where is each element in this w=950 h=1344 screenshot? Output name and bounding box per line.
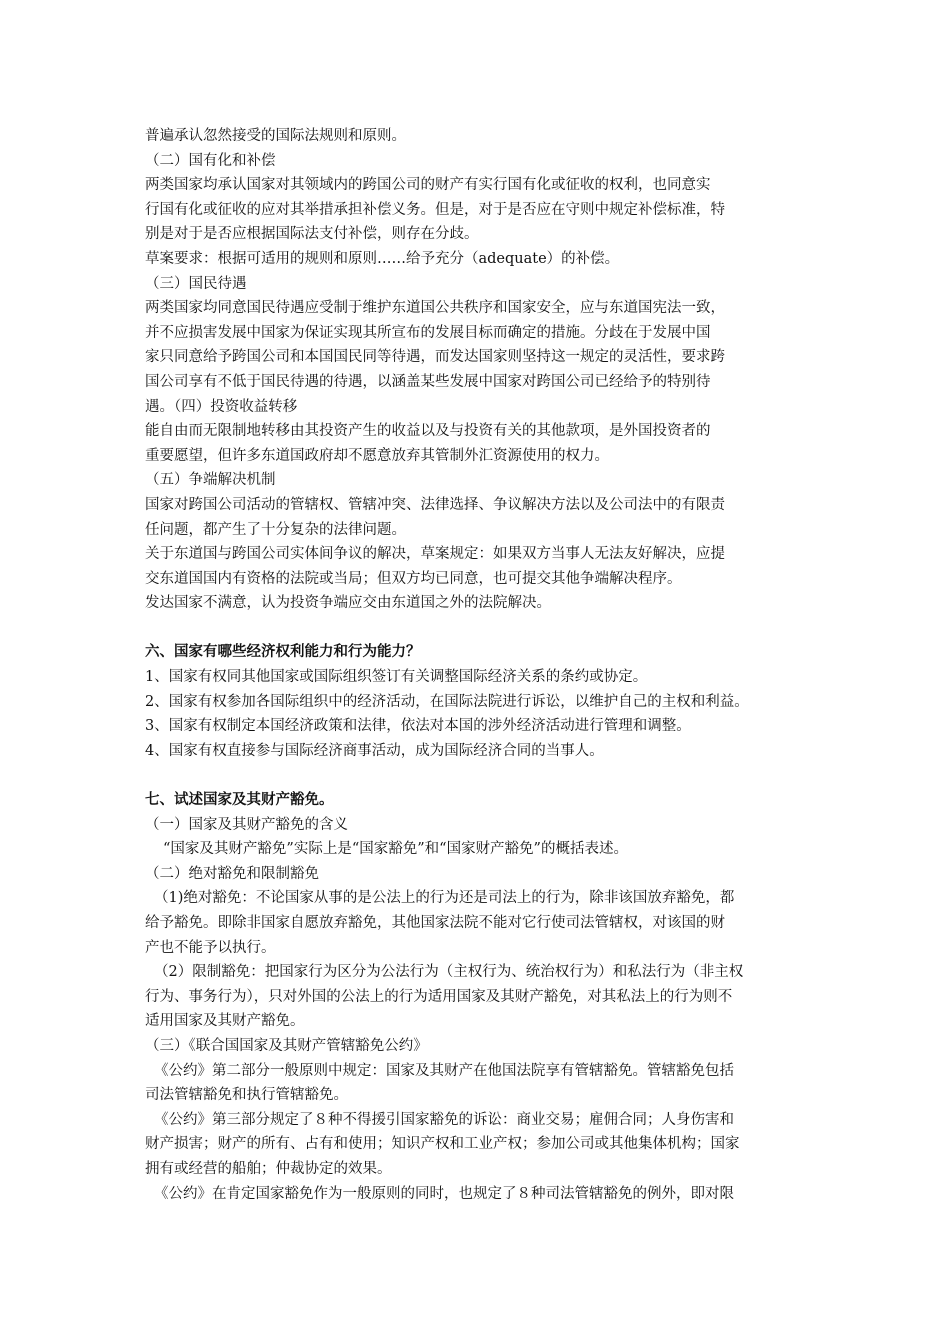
text-line: 发达国家不满意，认为投资争端应交由东道国之外的法院解决。: [145, 595, 551, 612]
text-line: 关于东道国与跨国公司实体间争议的解决，草案规定：如果双方当事人无法友好解决，应提: [145, 546, 725, 563]
text-line: （2）限制豁免：把国家行为区分为公法行为（主权行为、统治权行为）和私法行为（非主权: [154, 964, 744, 981]
text-line: （1)绝对豁免：不论国家从事的是公法上的行为还是司法上的行为，除非该国放弃豁免，都: [154, 890, 735, 907]
text-line: 给予豁免。即除非国家自愿放弃豁免，其他国家法院不能对它行使司法管辖权，对该国的财: [145, 915, 725, 931]
section-heading-7: 七、试述国家及其财产豁免。: [145, 791, 334, 809]
text-line: 并不应损害发展中国家为保证实现其所宣布的发展目标而确定的措施。分歧在于发展中国: [145, 324, 711, 341]
text-line: 能自由而无限制地转移由其投资产生的收益以及与投资有关的其他款项，是外国投资者的: [145, 423, 711, 440]
text-line: 《公约》第二部分一般原则中规定：国家及其财产在他国法院享有管辖豁免。管辖豁免包括: [154, 1062, 734, 1079]
subheading: （三）国民待遇: [145, 275, 247, 292]
text-line: “国家及其财产豁免”实际上是“国家豁免”和“国家财产豁免”的概括表述。: [163, 841, 628, 858]
subheading: （二）绝对豁免和限制豁免: [145, 865, 319, 882]
blank-line: [145, 763, 825, 788]
text-line: 别是对于是否应根据国际法支付补偿，则存在分歧。: [145, 226, 479, 243]
text-line: 两类国家均承认国家对其领域内的跨国公司的财产有实行国有化或征收的权利，也同意实: [145, 177, 711, 194]
section-heading-6: 六、国家有哪些经济权利能力和行为能力？: [145, 643, 421, 661]
text-line: 国公司享有不低于国民待遇的待遇，以涵盖某些发展中国家对跨国公司已经给予的特别待: [145, 373, 711, 390]
text-line: 遇。（四）投资收益转移: [145, 398, 298, 415]
text-line: 草案要求：根据可适用的规则和原则……给予充分（adequate）的补偿。: [145, 250, 620, 267]
text-line: 交东道国国内有资格的法院或当局；但双方均已同意，也可提交其他争端解决程序。: [145, 570, 682, 587]
text-line: 国家对跨国公司活动的管辖权、管辖冲突、法律选择、争议解决方法以及公司法中的有限责: [145, 496, 725, 513]
text-line: 普遍承认忽然接受的国际法规则和原则。: [145, 128, 406, 144]
text-line: 《公约》在肯定国家豁免作为一般原则的同时，也规定了８种司法管辖豁免的例外，即对限: [154, 1185, 734, 1202]
text-line: 司法管辖豁免和执行管辖豁免。: [145, 1087, 348, 1104]
text-line: 行国有化或征收的应对其举措承担补偿义务。但是，对于是否应在守则中规定补偿标准，特: [145, 201, 725, 218]
list-item: 3、国家有权制定本国经济政策和法律，依法对本国的涉外经济活动进行管理和调整。: [145, 718, 691, 735]
text-line: 重要愿望，但许多东道国政府却不愿意放弃其管制外汇资源使用的权力。: [145, 447, 609, 464]
blank-line: [145, 616, 825, 641]
text-line: 产也不能予以执行。: [145, 939, 276, 956]
list-item: 4、国家有权直接参与国际经济商事活动，成为国际经济合同的当事人。: [145, 742, 604, 759]
text-line: 财产损害；财产的所有、占有和使用；知识产权和工业产权；参加公司或其他集体机构；国家: [145, 1136, 740, 1153]
list-item: 2、国家有权参加各国际组织中的经济活动，在国际法院进行诉讼，以维护自己的主权和利益。: [145, 693, 749, 710]
text-line: 拥有或经营的船舶；仲裁协定的效果。: [145, 1160, 392, 1177]
text-line: 适用国家及其财产豁免。: [145, 1013, 305, 1030]
text-line: 任问题，都产生了十分复杂的法律问题。: [145, 521, 406, 538]
subheading: （一）国家及其财产豁免的含义: [145, 816, 348, 833]
text-line: 家只同意给予跨国公司和本国国民同等待遇，而发达国家则坚持这一规定的灵活性，要求跨: [145, 349, 725, 366]
document-body: [145, 124, 825, 1206]
text-line: 两类国家均同意国民待遇应受制于维护东道国公共秩序和国家安全，应与东道国宪法一致，: [145, 300, 725, 317]
subheading: （三）《联合国国家及其财产管辖豁免公约》: [145, 1037, 428, 1054]
text-line: 《公约》第三部分规定了８种不得援引国家豁免的诉讼：商业交易；雇佣合同；人身伤害和: [154, 1111, 734, 1128]
list-item: 1、国家有权同其他国家或国际组织签订有关调整国际经济关系的条约或协定。: [145, 669, 648, 686]
text-line: 行为、事务行为），只对外国的公法上的行为适用国家及其财产豁免，对其私法上的行为则不: [145, 988, 733, 1005]
subheading: （五）争端解决机制: [145, 472, 276, 489]
subheading: （二）国有化和补偿: [145, 152, 276, 169]
